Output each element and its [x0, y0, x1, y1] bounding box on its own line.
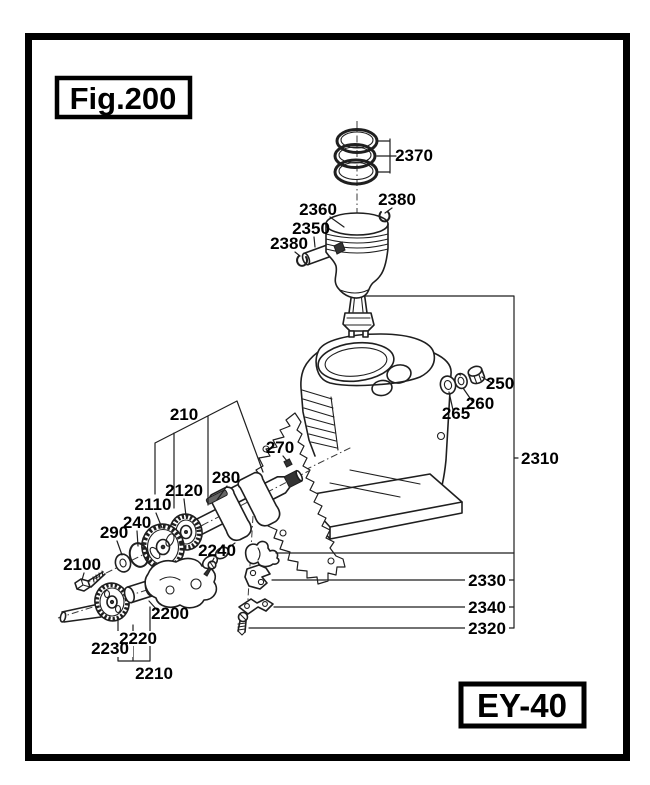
flange-nut-250 [467, 365, 486, 386]
rod-big-end [343, 313, 374, 331]
part-label-290: 290 [99, 523, 129, 542]
part-label-2210: 2210 [135, 664, 173, 683]
part-label-2360: 2360 [299, 200, 337, 219]
model-label-box [461, 684, 584, 726]
part-label-2230: 2230 [91, 639, 129, 658]
part-label-2350: 2350 [292, 219, 330, 238]
part-label-2200: 2200 [151, 604, 189, 623]
part-label-2240: 2240 [198, 541, 236, 560]
cooling-fins [302, 390, 338, 450]
part-label-2110: 2110 [134, 495, 172, 514]
figure-title-box [57, 78, 190, 117]
part-label-2380-left: 2380 [270, 234, 308, 253]
model-label: EY-40 [477, 687, 567, 724]
governor-lever-2330 [245, 565, 270, 589]
part-label-210: 210 [169, 405, 199, 424]
part-label-2380-right: 2380 [378, 190, 416, 209]
part-label-2120: 2120 [165, 481, 203, 500]
part-label-270: 270 [265, 438, 295, 457]
part-label-2340: 2340 [468, 598, 506, 617]
part-label-2220: 2220 [119, 629, 157, 648]
part-label-250: 250 [485, 374, 515, 393]
bearing-cap [246, 541, 279, 566]
part-label-280: 280 [211, 468, 241, 487]
figure-title: Fig.200 [69, 81, 177, 116]
governor-plate-2340 [239, 599, 273, 614]
part-label-240: 240 [122, 513, 152, 532]
part-label-260: 260 [465, 394, 495, 413]
part-label-2330: 2330 [468, 571, 506, 590]
part-label-2100: 2100 [63, 555, 101, 574]
piston-rings-2370 [335, 130, 377, 185]
part-label-2310: 2310 [521, 449, 559, 468]
part-label-2370: 2370 [395, 146, 433, 165]
balancer-shaft [60, 604, 101, 622]
cylinder-block [301, 334, 462, 539]
part-label-2320: 2320 [468, 619, 506, 638]
part-label-265: 265 [441, 404, 471, 423]
piston-2360 [326, 213, 388, 298]
bolt-2320 [238, 613, 248, 636]
